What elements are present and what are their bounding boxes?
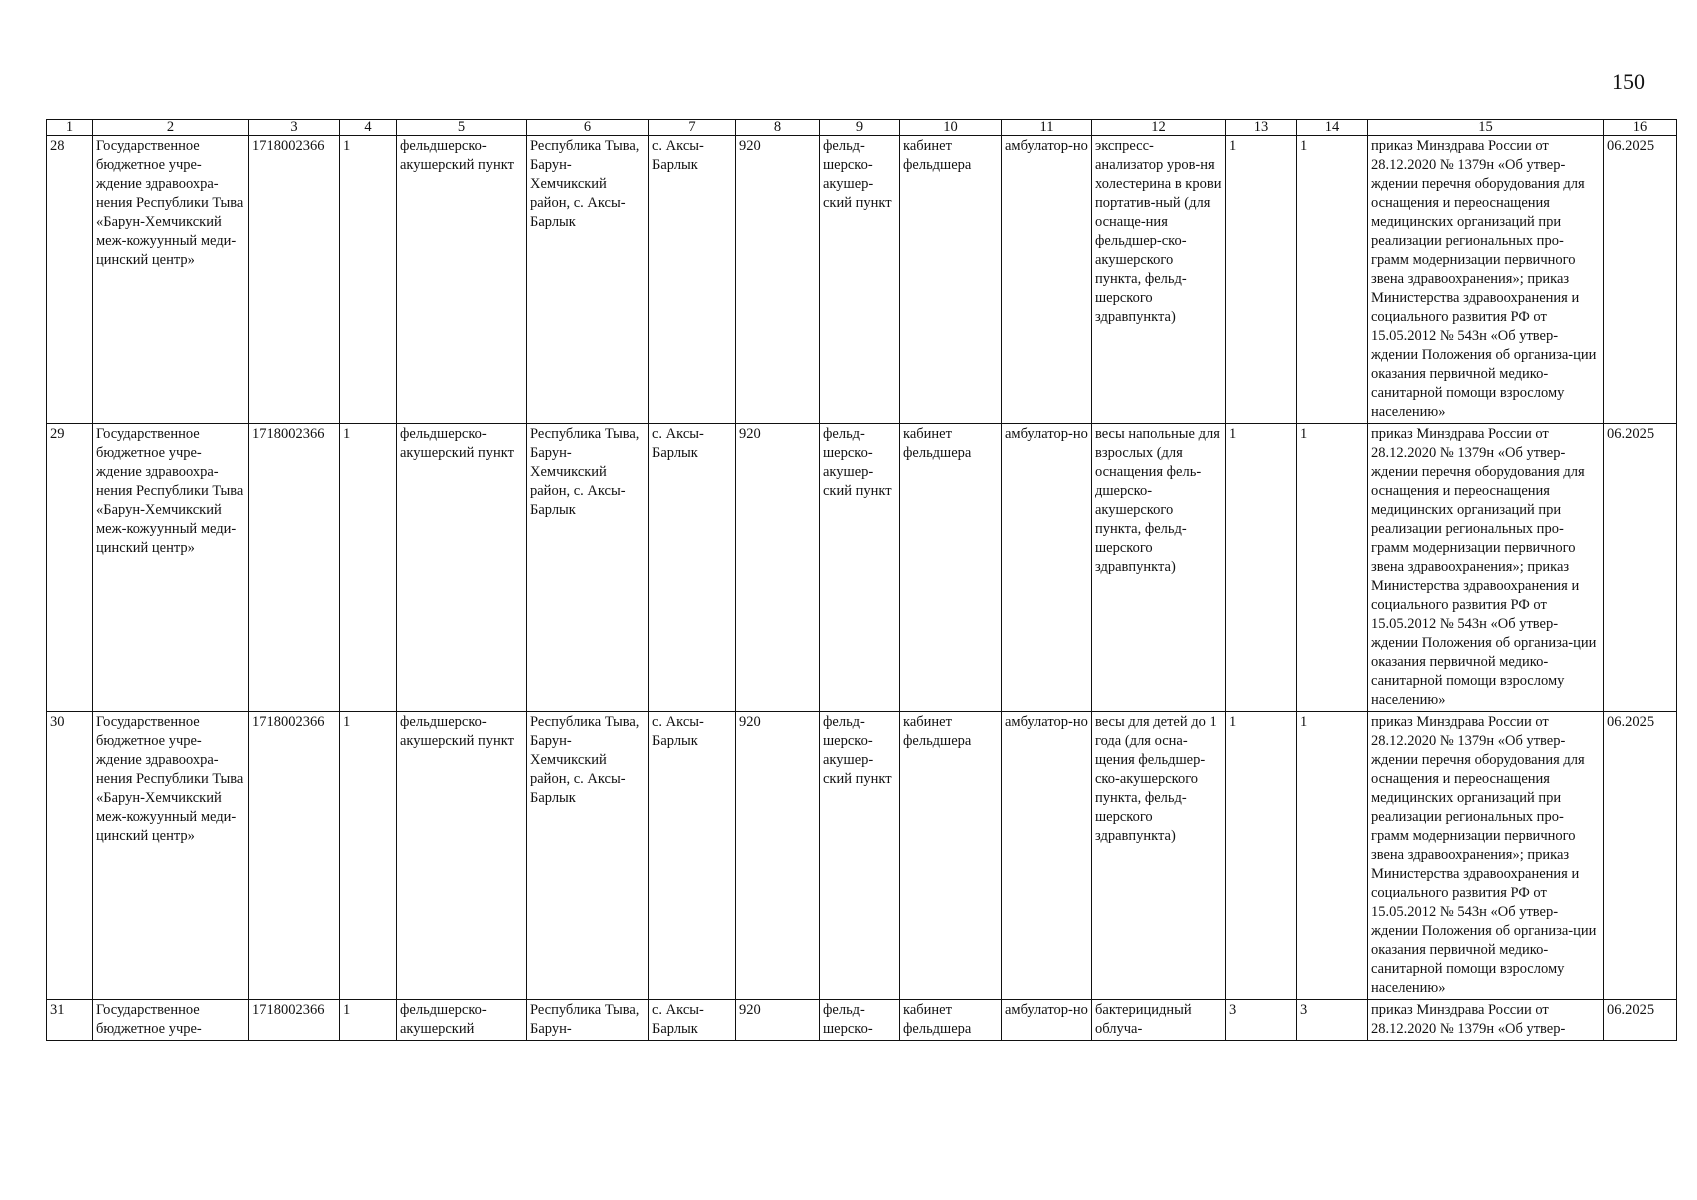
col13-cell: 1 <box>1226 136 1297 424</box>
population-cell: 920 <box>736 1000 820 1041</box>
column-number: 11 <box>1002 120 1092 136</box>
column-number: 13 <box>1226 120 1297 136</box>
care-cell: амбулатор-но <box>1002 712 1092 1000</box>
inn-cell: 1718002366 <box>249 424 340 712</box>
unit-cell: фельдшерско-акушерский <box>397 1000 527 1041</box>
unit-short-cell: фельд-шерско-акушер-ский пункт <box>820 712 900 1000</box>
equipment-table <box>46 119 1677 1041</box>
organization-cell: Государственное бюджетное учре- <box>93 1000 249 1041</box>
population-cell: 920 <box>736 424 820 712</box>
settlement-cell: с. Аксы-Барлык <box>649 1000 736 1041</box>
unit-short-cell: фельд-шерско-акушер-ский пункт <box>820 136 900 424</box>
basis-cell: приказ Минздрава России от 28.12.2020 № 1379н «Об утвер-ждении перечня оборудования для оснащения и переоснащения медицинских организаций при реализации региональных про-грамм модернизации первичного звена здравоохранения»; приказ Министерства здравоохранения и социального развития РФ от 15.05.2012 № 543н «Об утвер-ждении Положения об организа-ции оказания первичной медико-санитарной помощи взрослому населению» <box>1368 136 1604 424</box>
date-cell: 06.2025 <box>1604 712 1677 1000</box>
col13-cell: 1 <box>1226 424 1297 712</box>
column-number: 5 <box>397 120 527 136</box>
date-cell: 06.2025 <box>1604 424 1677 712</box>
basis-cell: приказ Минздрава России от 28.12.2020 № 1379н «Об утвер-ждении перечня оборудования для оснащения и переоснащения медицинских организаций при реализации региональных про-грамм модернизации первичного звена здравоохранения»; приказ Министерства здравоохранения и социального развития РФ от 15.05.2012 № 543н «Об утвер-ждении Положения об организа-ции оказания первичной медико-санитарной помощи взрослому населению» <box>1368 424 1604 712</box>
col14-cell: 1 <box>1297 424 1368 712</box>
care-cell: амбулатор-но <box>1002 136 1092 424</box>
room-cell: кабинет фельдшера <box>900 1000 1002 1041</box>
equipment-cell: бактерицидный облуча- <box>1092 1000 1226 1041</box>
population-cell: 920 <box>736 136 820 424</box>
date-cell: 06.2025 <box>1604 136 1677 424</box>
col13-cell: 3 <box>1226 1000 1297 1041</box>
table-row <box>47 712 1677 1000</box>
column-number: 8 <box>736 120 820 136</box>
equipment-cell: экспресс-анализатор уров-ня холестерина в крови портатив-ный (для оснаще-ния фельдшер-ско-акушерского пункта, фельд-шерского здравпункта) <box>1092 136 1226 424</box>
organization-cell: Государственное бюджетное учре-ждение здравоохра-нения Республики Тыва «Барун-Хемчикский меж-кожуунный меди-цинский центр» <box>93 712 249 1000</box>
col4-cell: 1 <box>340 136 397 424</box>
column-number-row <box>47 120 1677 136</box>
column-number: 3 <box>249 120 340 136</box>
column-number: 16 <box>1604 120 1677 136</box>
settlement-cell: с. Аксы-Барлык <box>649 136 736 424</box>
column-number: 7 <box>649 120 736 136</box>
address-cell: Республика Тыва, Барун-Хемчикский район, с. Аксы-Барлык <box>527 424 649 712</box>
settlement-cell: с. Аксы-Барлык <box>649 712 736 1000</box>
col14-cell: 1 <box>1297 136 1368 424</box>
column-number: 4 <box>340 120 397 136</box>
population-cell: 920 <box>736 712 820 1000</box>
organization-cell: Государственное бюджетное учре-ждение здравоохра-нения Республики Тыва «Барун-Хемчикский меж-кожуунный меди-цинский центр» <box>93 424 249 712</box>
unit-short-cell: фельд-шерско- <box>820 1000 900 1041</box>
inn-cell: 1718002366 <box>249 1000 340 1041</box>
col13-cell: 1 <box>1226 712 1297 1000</box>
inn-cell: 1718002366 <box>249 712 340 1000</box>
page-number: 150 <box>1612 69 1645 94</box>
col4-cell: 1 <box>340 712 397 1000</box>
col4-cell: 1 <box>340 1000 397 1041</box>
column-number: 2 <box>93 120 249 136</box>
row-number: 28 <box>47 136 93 424</box>
care-cell: амбулатор-но <box>1002 1000 1092 1041</box>
settlement-cell: с. Аксы-Барлык <box>649 424 736 712</box>
table-row <box>47 424 1677 712</box>
column-number: 15 <box>1368 120 1604 136</box>
column-number: 10 <box>900 120 1002 136</box>
col14-cell: 3 <box>1297 1000 1368 1041</box>
room-cell: кабинет фельдшера <box>900 136 1002 424</box>
row-number: 31 <box>47 1000 93 1041</box>
organization-cell: Государственное бюджетное учре-ждение здравоохра-нения Республики Тыва «Барун-Хемчикский меж-кожуунный меди-цинский центр» <box>93 136 249 424</box>
date-cell: 06.2025 <box>1604 1000 1677 1041</box>
unit-short-cell: фельд-шерско-акушер-ский пункт <box>820 424 900 712</box>
address-cell: Республика Тыва, Барун-Хемчикский район, с. Аксы-Барлык <box>527 136 649 424</box>
column-number: 6 <box>527 120 649 136</box>
column-number: 12 <box>1092 120 1226 136</box>
basis-cell: приказ Минздрава России от 28.12.2020 № 1379н «Об утвер- <box>1368 1000 1604 1041</box>
column-number: 9 <box>820 120 900 136</box>
row-number: 29 <box>47 424 93 712</box>
address-cell: Республика Тыва, Барун- <box>527 1000 649 1041</box>
column-number: 1 <box>47 120 93 136</box>
room-cell: кабинет фельдшера <box>900 712 1002 1000</box>
unit-cell: фельдшерско-акушерский пункт <box>397 712 527 1000</box>
basis-cell: приказ Минздрава России от 28.12.2020 № 1379н «Об утвер-ждении перечня оборудования для оснащения и переоснащения медицинских организаций при реализации региональных про-грамм модернизации первичного звена здравоохранения»; приказ Министерства здравоохранения и социального развития РФ от 15.05.2012 № 543н «Об утвер-ждении Положения об организа-ции оказания первичной медико-санитарной помощи взрослому населению» <box>1368 712 1604 1000</box>
table-row <box>47 1000 1677 1041</box>
unit-cell: фельдшерско-акушерский пункт <box>397 424 527 712</box>
inn-cell: 1718002366 <box>249 136 340 424</box>
equipment-cell: весы для детей до 1 года (для осна-щения фельдшер-ско-акушерского пункта, фельд-шерского здравпункта) <box>1092 712 1226 1000</box>
room-cell: кабинет фельдшера <box>900 424 1002 712</box>
col4-cell: 1 <box>340 424 397 712</box>
table-row <box>47 136 1677 424</box>
row-number: 30 <box>47 712 93 1000</box>
unit-cell: фельдшерско-акушерский пункт <box>397 136 527 424</box>
col14-cell: 1 <box>1297 712 1368 1000</box>
column-number: 14 <box>1297 120 1368 136</box>
address-cell: Республика Тыва, Барун-Хемчикский район, с. Аксы-Барлык <box>527 712 649 1000</box>
equipment-cell: весы напольные для взрослых (для оснащения фель-дшерско-акушерского пункта, фельд-шерского здравпункта) <box>1092 424 1226 712</box>
care-cell: амбулатор-но <box>1002 424 1092 712</box>
